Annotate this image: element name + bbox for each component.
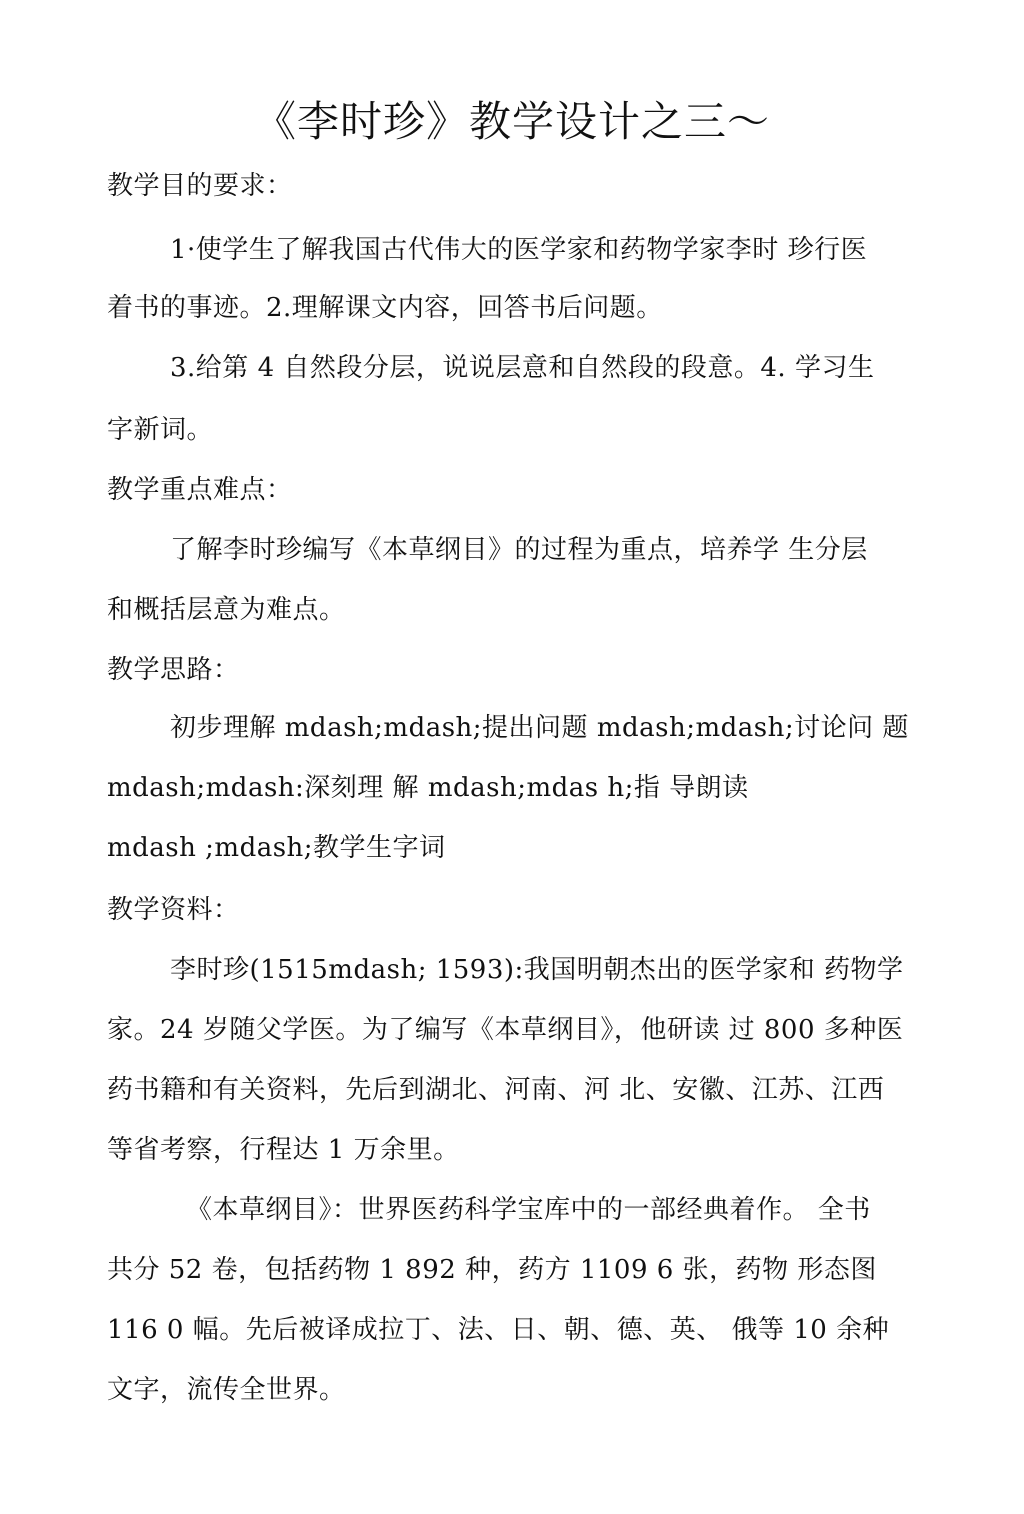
paragraph-line: 《本草纲目》：世界医药科学宝库中的一部经典着作。 全书: [186, 1195, 871, 1225]
paragraph-line: 共分 52 卷，包括药物 1 892 种，药方 1109 6 张，药物 形态图: [107, 1255, 877, 1285]
paragraph-line: 了解李时珍编写《本草纲目》的过程为重点，培养学 生分层: [170, 535, 868, 565]
paragraph-line: 字新词。: [107, 415, 214, 445]
paragraph-line: 和概括层意为难点。: [107, 595, 346, 625]
paragraph-line: 李时珍(1515mdash; 1593):我国明朝杰出的医学家和 药物学: [170, 955, 904, 985]
paragraph-line: 116 0 幅。先后被译成拉丁、法、日、朝、德、英、 俄等 10 余种: [107, 1315, 890, 1345]
paragraph-line: mdash ;mdash;教学生字词: [107, 833, 446, 863]
document-title: 《李时珍》教学设计之三～: [253, 97, 770, 146]
paragraph-line: mdash;mdash:深刻理 解 mdash;mdas h;指 导朗读: [107, 773, 749, 803]
heading-teaching-materials: 教学资料：: [107, 895, 240, 925]
heading-teaching-goals: 教学目的要求：: [107, 171, 293, 201]
paragraph-line: 初步理解 mdash;mdash;提出问题 mdash;mdash;讨论问 题: [170, 713, 909, 743]
paragraph-line: 等省考察，行程达 1 万余里。: [107, 1135, 460, 1165]
paragraph-line: 药书籍和有关资料，先后到湖北、河南、河 北、安徽、江苏、江西: [107, 1075, 885, 1105]
paragraph-line: 家。24 岁随父学医。为了编写《本草纲目》，他研读 过 800 多种医: [107, 1015, 904, 1045]
heading-key-points: 教学重点难点：: [107, 475, 293, 505]
paragraph-line: 1·使学生了解我国古代伟大的医学家和药物学家李时 珍行医: [170, 235, 868, 265]
paragraph-line: 文字，流传全世界。: [107, 1375, 346, 1405]
heading-teaching-approach: 教学思路：: [107, 655, 240, 685]
paragraph-line: 3.给第 4 自然段分层，说说层意和自然段的段意。4. 学习生: [170, 353, 875, 383]
paragraph-line: 着书的事迹。2.理解课文内容，回答书后问题。: [107, 293, 663, 323]
